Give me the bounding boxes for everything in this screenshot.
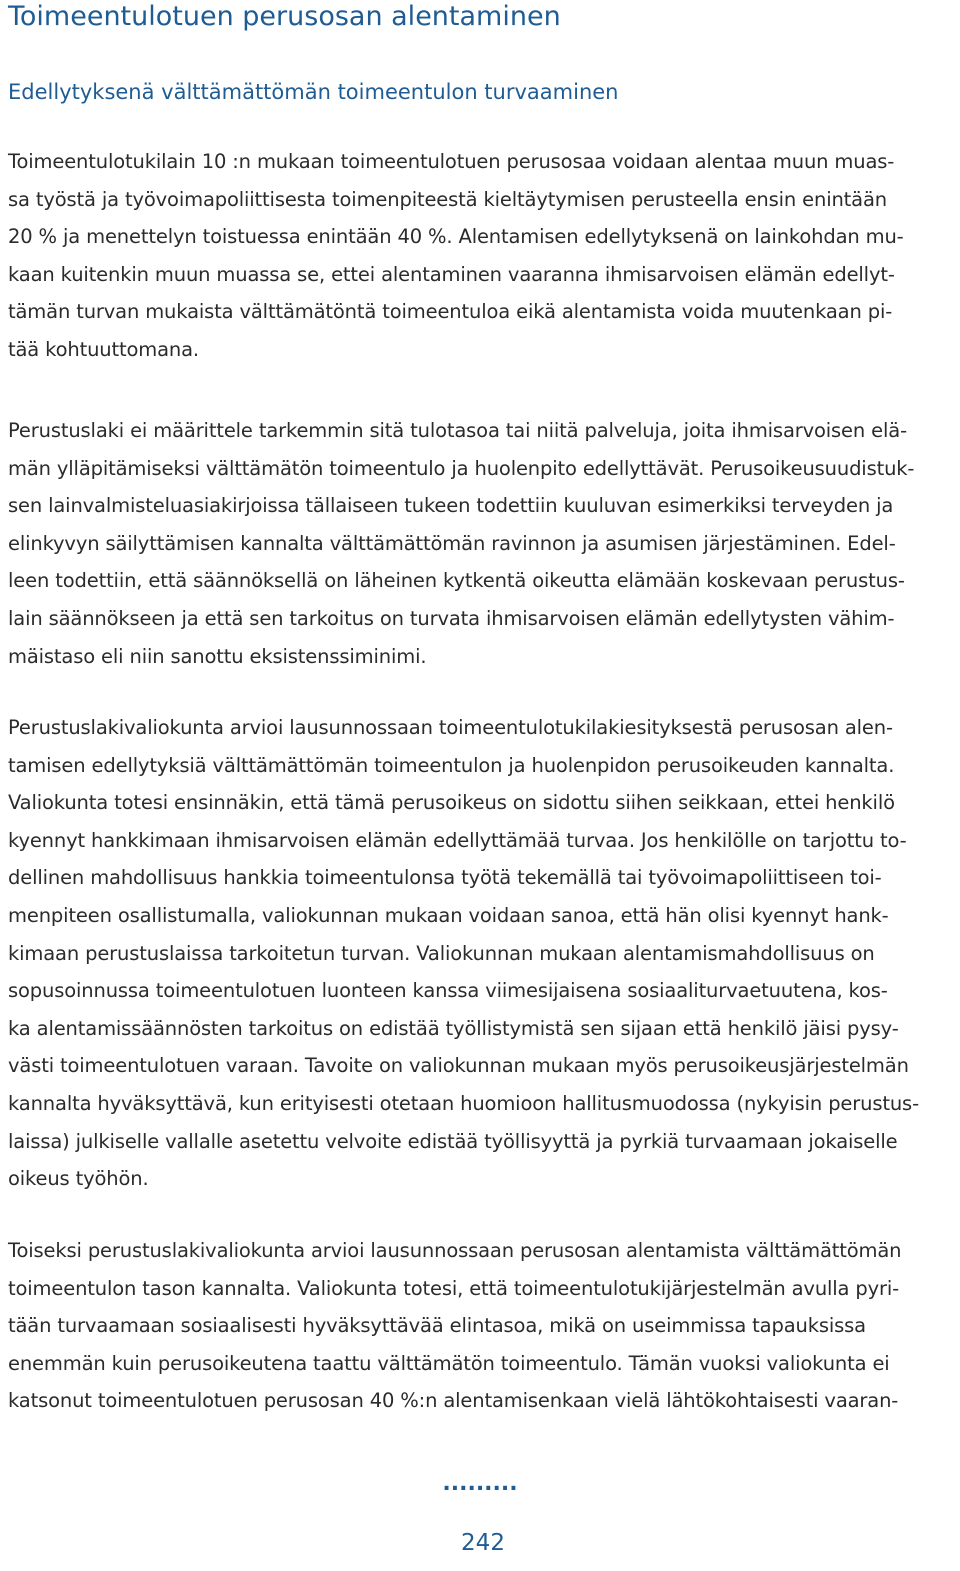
paragraph-2 (8, 412, 914, 675)
text-line: dellinen mahdollisuus hankkia toimeentulonsa työtä tekemällä tai työvoimapoliittiseen toi- (8, 866, 882, 890)
text-line: sopusoinnussa toimeentulotuen luonteen kanssa viimesijaisena sosiaaliturvaetuutena, kos- (8, 979, 888, 1003)
text-line: Perustuslakivaliokunta arvioi lausunnossaan toimeentulotukilakiesityksestä perusosan alen- (8, 716, 893, 739)
text-line: leen todettiin, että säännöksellä on läheinen kytkentä oikeutta elämään koskevaan perustus- (8, 569, 905, 593)
page-title: Toimeentulotuen perusosan alentaminen (8, 1, 561, 32)
text-line: kannalta hyväksyttävä, kun erityisesti otetaan huomioon hallitusmuodossa (nykyisin perustus- (8, 1091, 919, 1115)
text-line: tään turvaamaan sosiaalisesti hyväksyttävää elintasoa, mikä on useimmissa tapauksissa (8, 1314, 866, 1338)
text-line: oikeus työhön. (8, 1167, 149, 1191)
footer-dots: ......... (442, 1471, 518, 1496)
paragraph-3 (8, 709, 919, 1198)
text-line: elinkyvyn säilyttämisen kannalta välttämättömän ravinnon ja asumisen järjestäminen. Edel- (8, 531, 896, 555)
text-line: Toiseksi perustuslakivaliokunta arvioi lausunnossaan perusosan alentamista välttämättömän (8, 1239, 902, 1262)
text-line: mäistaso eli niin sanottu eksistenssiminimi. (8, 644, 427, 668)
text-line: tamisen edellytyksiä välttämättömän toimeentulon ja huolenpidon perusoikeuden kannalta. (8, 753, 895, 777)
text-line: sen lainvalmisteluasiakirjoissa tällaiseen tukeen todettiin kuuluvan esimerkiksi terveyden ja (8, 494, 894, 518)
text-line: 20 % ja menettelyn toistuessa enintään 40 %. Alentamisen edellytyksenä on lainkohdan mu- (8, 225, 904, 249)
text-line: katsonut toimeentulotuen perusosan 40 %:n alentamisenkaan vielä lähtökohtaisesti vaaran- (8, 1389, 899, 1413)
paragraph-1 (8, 143, 904, 369)
text-line: Valiokunta totesi ensinnäkin, että tämä perusoikeus on sidottu siihen seikkaan, ettei henkilö (8, 791, 895, 815)
text-line: lain säännökseen ja että sen tarkoitus on turvata ihmisarvoisen elämän edellytysten vähim- (8, 606, 895, 630)
text-line: tää kohtuuttomana. (8, 337, 199, 361)
paragraph-4 (8, 1232, 901, 1420)
text-line: sa työstä ja työvoimapoliittisesta toimenpiteestä kieltäytymisen perusteella ensin enintään (8, 187, 887, 211)
text-line: kaan kuitenkin muun muassa se, ettei alentaminen vaaranna ihmisarvoisen elämän edellyt- (8, 262, 895, 286)
text-line: ka alentamissäännösten tarkoitus on edistää työllistymistä sen sijaan että henkilö jäisi pysy- (8, 1016, 899, 1040)
text-line: menpiteen osallistumalla, valiokunnan mukaan voidaan sanoa, että hän olisi kyennyt hank- (8, 903, 889, 927)
text-line: Perustuslaki ei määrittele tarkemmin sitä tulotasoa tai niitä palveluja, joita ihmisarvoisen elä- (8, 419, 907, 442)
text-line: laissa) julkiselle vallalle asetettu velvoite edistää työllisyyttä ja pyrkiä turvaamaan jokaiselle (8, 1129, 898, 1153)
text-line: kimaan perustuslaissa tarkoitetun turvan. Valiokunnan mukaan alentamismahdollisuus on (8, 941, 875, 965)
text-line: Toimeentulotukilain 10 :n mukaan toimeentulotuen perusosaa voidaan alentaa muun muas- (8, 150, 895, 173)
section-subtitle: Edellytyksenä välttämättömän toimeentulon turvaaminen (8, 80, 619, 104)
page-number: 242 (461, 1530, 505, 1556)
text-line: män ylläpitämiseksi välttämätön toimeentulo ja huolenpito edellyttävät. Perusoikeusuudistuk- (8, 456, 915, 480)
text-line: enemmän kuin perusoikeutena taattu välttämätön toimeentulo. Tämän vuoksi valiokunta ei (8, 1351, 890, 1375)
text-line: västi toimeentulotuen varaan. Tavoite on valiokunnan mukaan myös perusoikeusjärjestelmän (8, 1054, 909, 1078)
text-line: tämän turvan mukaista välttämätöntä toimeentuloa eikä alentamista voida muutenkaan pi- (8, 300, 893, 324)
text-line: kyennyt hankkimaan ihmisarvoisen elämän edellyttämää turvaa. Jos henkilölle on tarjottu to- (8, 828, 907, 852)
text-line: toimeentulon tason kannalta. Valiokunta totesi, että toimeentulotukijärjestelmän avulla pyri- (8, 1276, 900, 1300)
